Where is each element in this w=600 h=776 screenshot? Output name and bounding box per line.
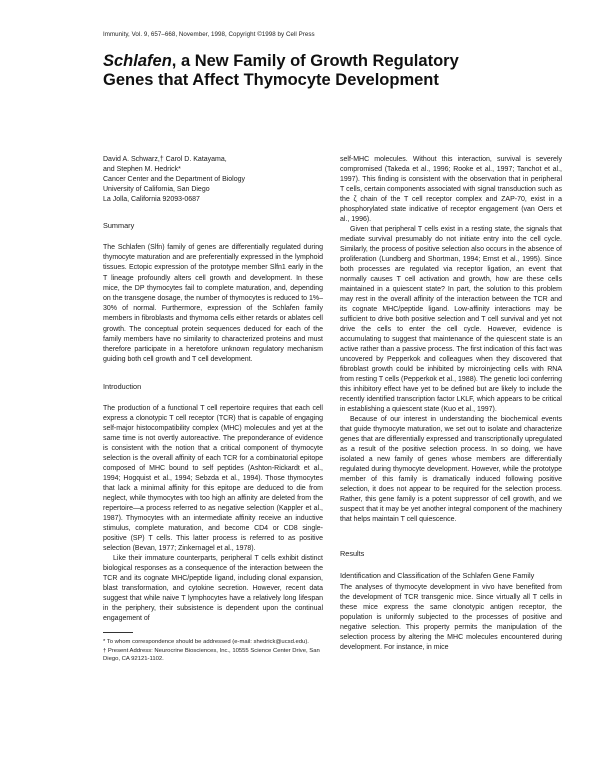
article-title bbox=[103, 52, 503, 90]
right-paragraph-3: Because of our interest in understanding the biochemical events that guide thymocyte maturation, we set out to isolate and characterize genes that are differentially expressed and transcriptionally upregulated as a result of the positive selection process. In so doing, we have isolated a new family of genes whose members are differentially regulated during thymocyte development. However, while the prototype member of this family is dramatically induced following positive selection, it does not appear to be required for the selection process. Rather, this gene family is a potent suppressor of cell growth, and we suspect that it may be yet another integral component of the machinery that helps maintain T cell quiescence. bbox=[340, 416, 562, 523]
results-heading: Results bbox=[340, 549, 365, 558]
title-rest: , a New Family of Growth Regulatory Genes that Affect Thymocyte Development bbox=[103, 52, 459, 89]
author-block bbox=[103, 155, 323, 205]
right-paragraph-1: self-MHC molecules. Without this interaction, survival is severely compromised (Takeda et al., 1996; Rooke et al., 1997; Tanchot et al., 1997). This finding is consistent with the observation that in peripheral T cells, certain components associated with signal transduction such as the ζ chain of the T cell receptor complex and ZAP-70, exist in a phosphorylated state indicative of receptor engagement (van Oers et al., 1996). bbox=[340, 156, 562, 223]
right-paragraph-2: Given that peripheral T cells exist in a resting state, the signals that mediate survival presumably do not initiate entry into the cell cycle. Similarly, the process of positive selection also occurs in the absence of proliferation (Lundberg and Shortman, 1994; Ernst et al., 1995). Since both processes are regulated via receptor ligation, an event that normally causes T cell activation and growth, how are these cells maintained in a quiescent state? In part, the solution to this problem may rest in the overall affinity of the interaction between the TCR and its cognate MHC/peptide ligand. Low-affinity interactions may be sufficient to drive both positive selection and T cell survival and yet not drive the cells to enter the cell cycle. However, evidence is accumulating to suggest that maintenance of the quiescent state is an active rather than a passive process. The first indication of this fact was uncovered by Pepperkok and colleagues when they discovered that fibroblast growth could be inhibited by microinjecting cells with RNA from resting T cells (Pepperkok et al., 1988). The genetic loci conferring this inhibitory effect have yet to be defined but are likely to include the recently identified transcription factor LKLF, which appears to be critical in establishing a quiescent state (Kuo et al., 1997). bbox=[340, 226, 562, 413]
affiliation-line1: Cancer Center and the Department of Biology bbox=[103, 176, 246, 183]
intro-paragraph-1: The production of a functional T cell repertoire requires that each cell express a clonotypic T cell receptor (TCR) that is capable of engaging self-major histocompatibility complex (MHC) molecules and yet at the same time is not overtly autoreactive. The preponderance of evidence is consistent with the notion that a critical component of thymocyte selection is the overall affinity of each TCR for a combinatorial epitope composed of MHC bound to self peptides (Ashton-Rickardt et al., 1994; Hogquist et al., 1994; Sebzda et al., 1994). Those thymocytes that lack a minimal affinity for this epitope are deduced to die from neglect, while thymocytes with too high an affinity are deleted from the repertoire—a process referred to as negative selection (Kappler et al., 1987). Thymocytes with an intermediate affinity receive an inductive stimulus, complete maturation, and become CD4 or CD8 single-positive (SP) T cells. This latter process is referred to as positive selection (Bevan, 1977; Zinkernagel et al., 1978). bbox=[103, 405, 323, 553]
summary-text: The Schlafen (Slfn) family of genes are differentially regulated during thymocyte maturation and are preferentially expressed in the lymphoid tissues. Ectopic expression of the prototype member Slfn1 early in the T lineage profoundly alters cell growth and development. In these mice, the DP thymocytes fail to complete maturation, and, depending on the transgene dosage, the number of thymocytes is reduced to 1%–30% of normal. Furthermore, expression of the Schlafen family members in fibroblasts and thymoma cells either retards or ablates cell growth. The conceptual protein sequences deduced for each of the family members have no similarity to characterized proteins and must therefore participate in a heretofore unknown regulatory mechanism guiding both cell growth and T cell development. bbox=[103, 244, 323, 364]
footnotes bbox=[103, 638, 323, 663]
footnote-correspondence: * To whom correspondence should be addressed (e-mail: shedrick@ucsd.edu). bbox=[103, 639, 309, 646]
affiliation-line2: University of California, San Diego bbox=[103, 186, 210, 193]
results-subheading: Identification and Classification of the Schlafen Gene Family bbox=[340, 571, 535, 580]
left-column bbox=[103, 155, 323, 663]
footnote-present-address: † Present Address: Neurocrine Biosciences, Inc., 10555 Science Center Drive, San Diego, CA 92121-1102. bbox=[103, 647, 320, 662]
intro-paragraph-2: Like their immature counterparts, peripheral T cells exhibit distinct biological responses as a consequence of the interaction between the TCR and its cognate MHC/peptide ligand, including clonal expansion, blast transformation, and cytokine secretion. However, recent data suggest that while naive T lymphocytes have a relatively long lifespan in the periphery, their subsistence is dependent upon the continual engagement of bbox=[103, 555, 323, 623]
journal-citation: Immunity, Vol. 9, 657–668, November, 1998, Copyright ©1998 by Cell Press bbox=[103, 31, 315, 38]
affiliation-line3: La Jolla, California 92093-0687 bbox=[103, 196, 200, 203]
results-spacer bbox=[340, 525, 562, 549]
results-paragraph-1: The analyses of thymocyte development in vivo have benefited from the development of TCR transgenic mice. Since virtually all T cells in these mice express the same clonotypic antigen receptor, the population is uniformly subjected to the processes of positive and negative selection. This property permits the manipulation of the selection process by altering the MHC molecules encountered during development. For instance, in mice bbox=[340, 584, 562, 651]
introduction-heading: Introduction bbox=[103, 382, 142, 392]
author-names-line1: David A. Schwarz,† Carol D. Katayama, bbox=[103, 156, 227, 163]
title-italic-gene-name: Schlafen bbox=[103, 52, 172, 70]
right-column bbox=[340, 155, 562, 653]
summary-heading: Summary bbox=[103, 221, 135, 230]
footnote-divider bbox=[103, 632, 133, 633]
author-names-line2: and Stephen M. Hedrick* bbox=[103, 166, 181, 173]
